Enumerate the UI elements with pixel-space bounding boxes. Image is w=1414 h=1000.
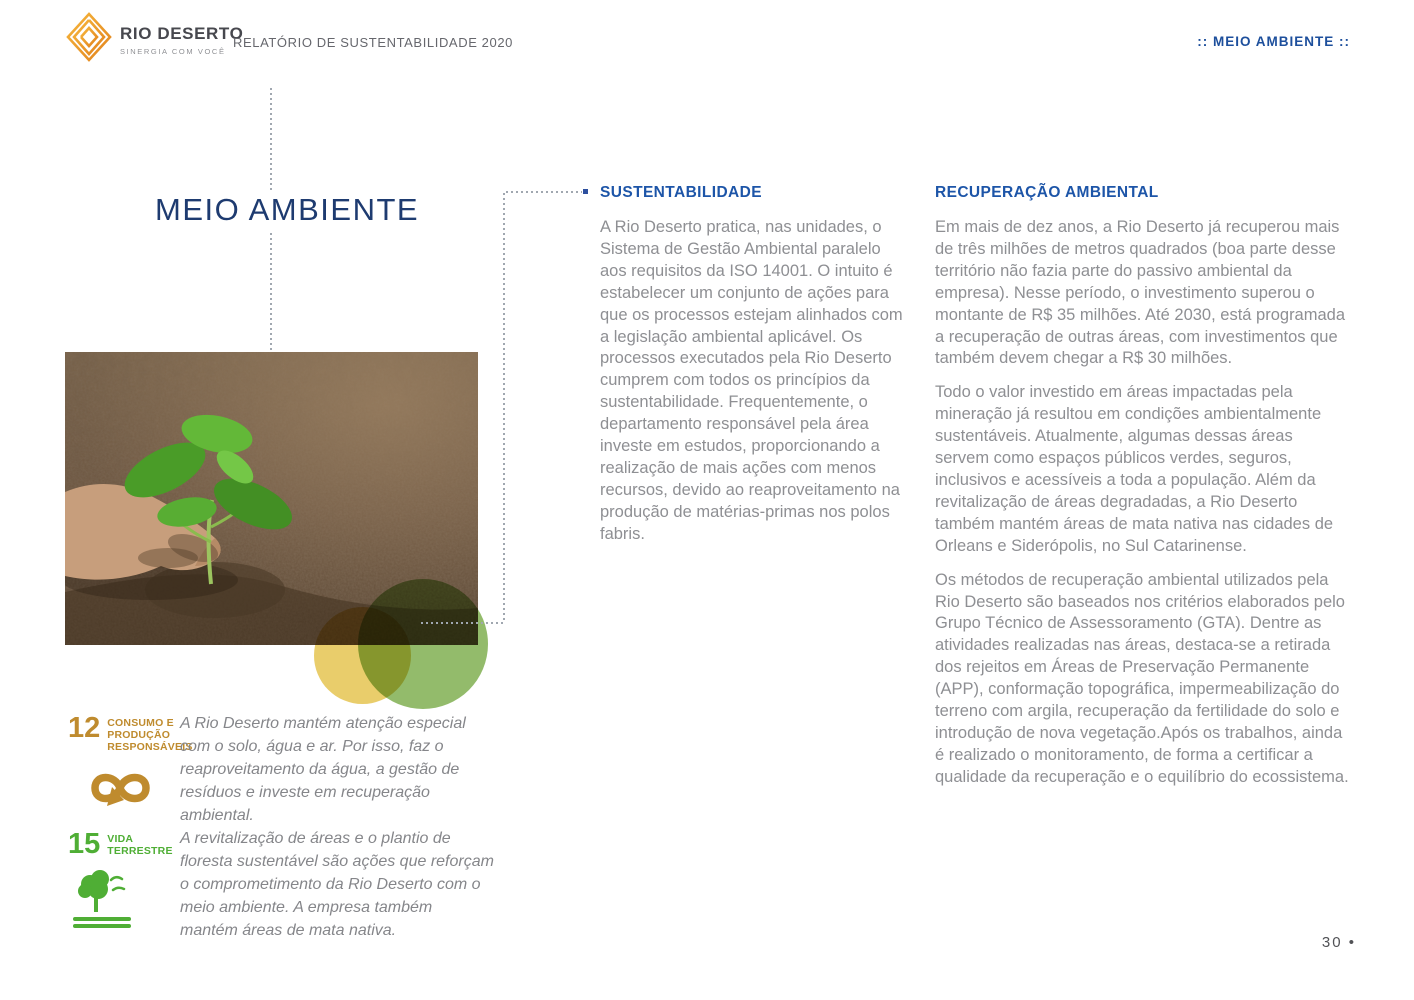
recovery-paragraph: Os métodos de recuperação ambiental utilizados pela Rio Deserto são baseados nos critérios elaborados pelo Grupo Técnico de Assessoramento (GTA). Dentre as atividades realizadas nas áreas, destaca-se a retirada dos rejeitos em Áreas de Preservação Permanente (APP), conformação topográfica, impermeabilização do terreno com argila, recuperação da fertilidade do solo e introdução de nova vegetação.Após os trabalhos, ainda é realizado o monitoramento, de forma a certificar a qualidade da recuperação e o equilíbrio do ecossistema.	[935, 570, 1349, 786]
decorative-circle-yellow	[314, 607, 411, 704]
sdg-12-header	[68, 712, 193, 753]
sdg-12-label: CONSUMO E PRODUÇÃO RESPONSÁVEIS	[107, 717, 193, 753]
dotted-line-connector-top	[506, 191, 582, 193]
sdg-15-number: 15	[68, 828, 101, 860]
recovery-section	[935, 184, 1349, 789]
connector-end-dot	[583, 189, 588, 194]
sdg12-infinity-icon	[71, 762, 167, 814]
recovery-heading: RECUPERAÇÃO AMBIENTAL	[935, 184, 1159, 201]
sdg-12-number: 12	[68, 712, 101, 744]
page-title: MEIO AMBIENTE	[155, 192, 420, 227]
sustainability-body: A Rio Deserto pratica, nas unidades, o Sistema de Gestão Ambiental paralelo aos requisitos da ISO 14001. O intuito é estabelecer um conjunto de ações para que os processos estejam alinhados com a legislação ambiental aplicável. Os processos executados pela Rio Deserto cumprem com todos os princípios da sustentabilidade. Frequentemente, o departamento responsável pela área investe em estudos, proporcionando a realização de mais ações com menos recursos, devido ao reaproveitamento na produção de matérias-primas nos polos fabris.	[600, 218, 903, 543]
brand-text	[120, 24, 243, 56]
sustainability-section	[600, 184, 909, 546]
dotted-line-vertical-above-title	[270, 88, 272, 190]
dotted-line-vertical-below-title	[270, 233, 272, 351]
sdg15-tree-icon	[71, 867, 133, 931]
sdg-15-note: A revitalização de áreas e o plantio de floresta sustentável são ações que reforçam o comprometimento da Rio Deserto com o meio ambiente. A empresa também mantém áreas de mata nativa.	[180, 830, 494, 939]
brand-tagline: SINERGIA COM VOCÊ	[120, 47, 226, 56]
dotted-line-connector-vertical	[503, 193, 505, 623]
section-badge: :: MEIO AMBIENTE ::	[1197, 34, 1350, 49]
recovery-paragraph: Todo o valor investido em áreas impactadas pela mineração já resultou em condições ambientalmente sustentáveis. Atualmente, algumas dessas áreas servem como espaços públicos verdes, seguros, inclusivos e acessíveis a toda a população. Além da revitalização de áreas degradadas, a Rio Deserto também mantém áreas de mata nativa nas cidades de Orleans e Siderópolis, no Sul Catarinense.	[935, 383, 1334, 555]
sdg-15-header	[68, 830, 188, 858]
sdg-12-badge	[68, 712, 193, 814]
dotted-line-connector-bottom	[421, 622, 504, 624]
brand-name: RIO DESERTO	[120, 24, 244, 43]
report-title: RELATÓRIO DE SUSTENTABILIDADE 2020	[233, 35, 513, 50]
sustainability-heading: SUSTENTABILIDADE	[600, 184, 762, 201]
recovery-paragraph: Em mais de dez anos, a Rio Deserto já recuperou mais de três milhões de metros quadrados (boa parte desse território não fazia parte do passivo ambiental da empresa). Nesse período, o investimento superou o montante de R$ 35 milhões. Até 2030, está programada a recuperação de outras áreas, com investimentos que também devem chegar a R$ 30 milhões.	[935, 218, 1346, 368]
rio-deserto-logo-icon	[66, 12, 112, 67]
page-number: 30 •	[1321, 934, 1356, 951]
sdg-12-note: A Rio Deserto mantém atenção especial com o solo, água e ar. Por isso, faz o reaproveitamento da água, a gestão de resíduos e investe em recuperação ambiental.	[180, 715, 466, 824]
sdg-15-badge	[68, 830, 188, 931]
sdg-15-label: VIDA TERRESTRE	[107, 833, 173, 857]
